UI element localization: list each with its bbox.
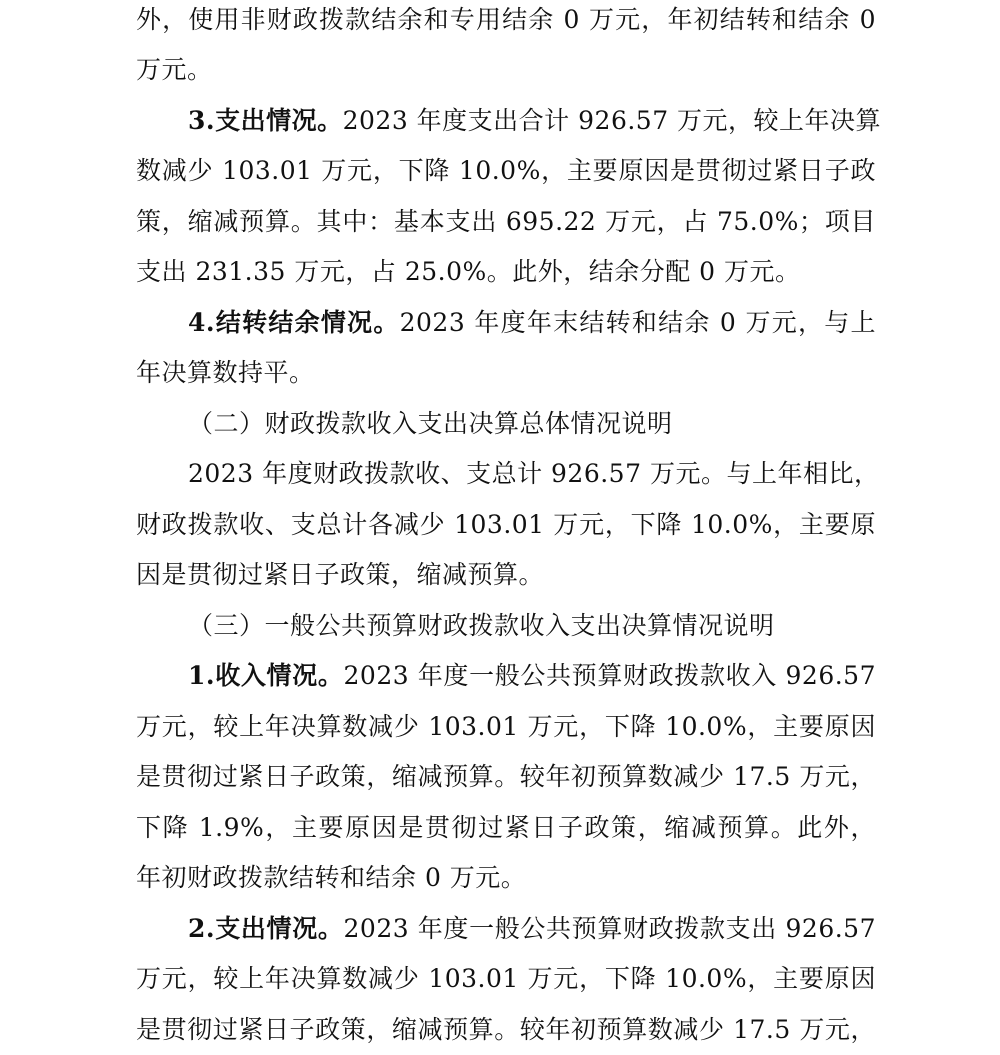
text-line (136, 348, 876, 398)
paragraph-heading-line (136, 96, 882, 146)
text-line (136, 247, 876, 297)
line-text: 年决算数持平。 (136, 358, 315, 387)
line-text: 外，使用非财政拨款结余和专用结余 0 万元，年初结转和结余 0 (136, 5, 876, 34)
line-text: 万元，较上年决算数减少 103.01 万元，下降 10.0%，主要原因 (136, 964, 876, 993)
line-text: 财政拨款收、支总计各减少 103.01 万元，下降 10.0%，主要原 (136, 510, 876, 539)
line-text: 2023 年度一般公共预算财政拨款收入 926.57 (343, 661, 876, 690)
paragraph-heading-line (136, 904, 876, 954)
line-text: 2023 年度年末结转和结余 0 万元，与上 (399, 308, 876, 337)
line-text: 年初财政拨款结转和结余 0 万元。 (136, 863, 527, 892)
paragraph-heading-line (136, 651, 876, 701)
subsection-title (136, 399, 876, 449)
section-heading: 2.支出情况。 (188, 914, 344, 943)
text-line (136, 954, 876, 1004)
paragraph-heading-line (136, 298, 876, 348)
line-text: 2023 年度一般公共预算财政拨款支出 926.57 (343, 914, 876, 943)
text-line (136, 702, 876, 752)
text-line (136, 803, 876, 853)
section-heading: 3.支出情况。 (188, 106, 343, 135)
subsection-title-text: （二）财政拨款收入支出决算总体情况说明 (188, 409, 673, 438)
subsection-title (136, 601, 876, 651)
line-text: 2023 年度财政拨款收、支总计 926.57 万元。与上年相比， (188, 459, 880, 488)
text-line (136, 197, 876, 247)
line-text: 支出 231.35 万元，占 25.0%。此外，结余分配 0 万元。 (136, 257, 801, 286)
text-line (136, 853, 876, 903)
text-line (136, 550, 876, 600)
text-line (136, 0, 876, 45)
text-line (136, 45, 876, 95)
subsection-title-text: （三）一般公共预算财政拨款收入支出决算情况说明 (188, 611, 775, 640)
line-text: 是贯彻过紧日子政策，缩减预算。较年初预算数减少 17.5 万元， (136, 1015, 876, 1044)
line-text: 2023 年度支出合计 926.57 万元，较上年决算 (342, 106, 882, 135)
text-line (136, 500, 876, 550)
text-line (136, 449, 880, 499)
line-text: 策，缩减预算。其中：基本支出 695.22 万元，占 75.0%；项目 (136, 207, 876, 236)
text-line (136, 1005, 876, 1055)
line-text: 万元。 (136, 55, 213, 84)
line-text: 是贯彻过紧日子政策，缩减预算。较年初预算数减少 17.5 万元， (136, 762, 876, 791)
line-text: 万元，较上年决算数减少 103.01 万元，下降 10.0%，主要原因 (136, 712, 876, 741)
line-text: 下降 1.9%，主要原因是贯彻过紧日子政策，缩减预算。此外， (136, 813, 876, 842)
line-text: 数减少 103.01 万元，下降 10.0%，主要原因是贯彻过紧日子政 (136, 156, 876, 185)
section-heading: 1.收入情况。 (188, 661, 344, 690)
line-text: 因是贯彻过紧日子政策，缩减预算。 (136, 560, 545, 589)
section-heading: 4.结转结余情况。 (188, 308, 400, 337)
text-line (136, 752, 876, 802)
text-line (136, 146, 876, 196)
